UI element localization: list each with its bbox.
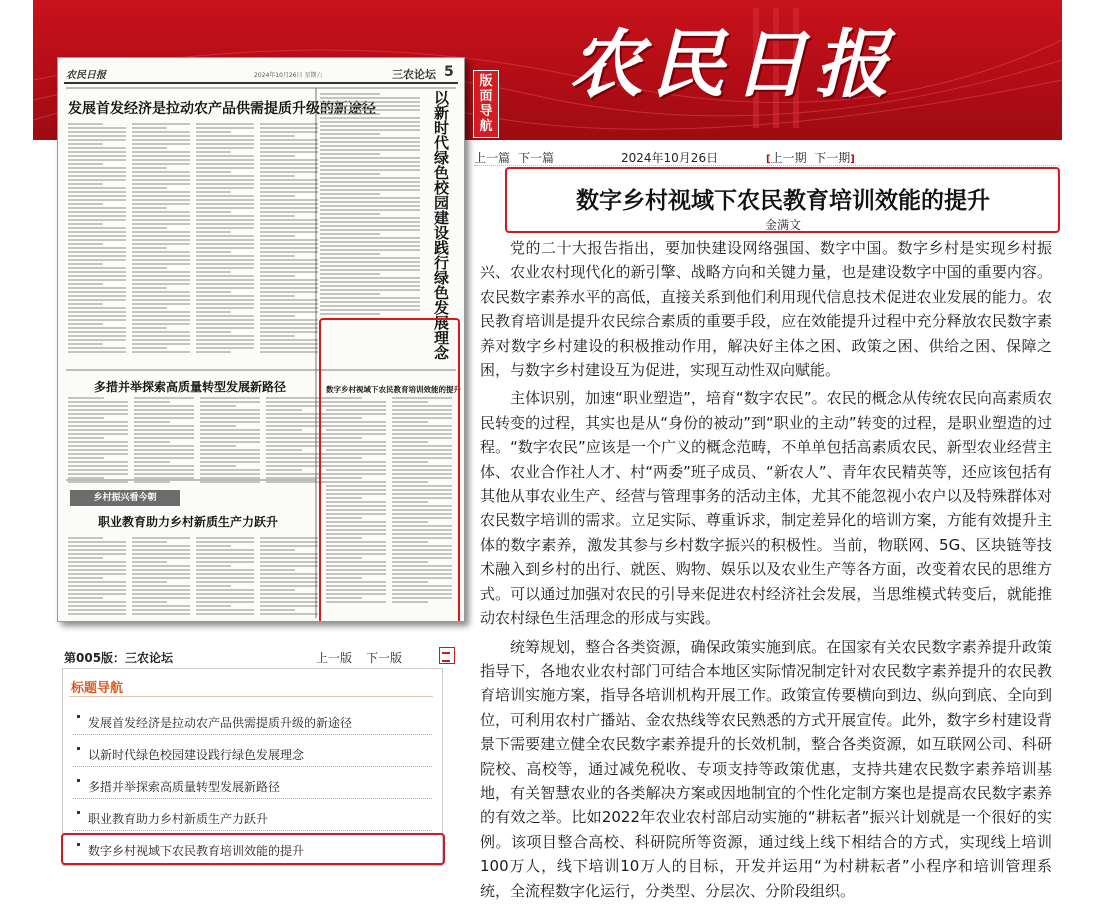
article-author: 金满文 (764, 218, 801, 232)
issue-navigation: [上一期 下一期] (766, 151, 855, 165)
divider (474, 165, 1060, 166)
list-item[interactable] (63, 735, 442, 767)
list-item-label[interactable]: 职业教育助力乡村新质生产力跃升 (88, 812, 269, 826)
list-item[interactable] (63, 767, 442, 799)
list-item[interactable] (63, 703, 442, 735)
masthead-logo: 农民日报 (569, 22, 897, 108)
next-issue-link[interactable]: 下一期 (814, 151, 851, 165)
list-item-label[interactable]: 多措并举探索高质量转型发展新路径 (88, 780, 281, 794)
prev-issue-link[interactable]: 上一期 (770, 151, 807, 165)
list-item[interactable] (63, 799, 442, 831)
thumbnail-headline-mid[interactable]: 多措并举探索高质量转型发展新路径 (94, 380, 287, 394)
page-navigation (316, 649, 416, 666)
bullet-icon (77, 779, 80, 782)
thumbnail-article-highlight (319, 318, 460, 622)
prev-page-link[interactable]: 上一版 (316, 651, 353, 665)
bullet-icon (77, 715, 80, 718)
prev-article-link[interactable]: 上一篇 (474, 151, 511, 165)
list-item-label[interactable]: 以新时代绿色校园建设践行绿色发展理念 (88, 748, 305, 762)
next-article-link[interactable]: 下一篇 (518, 151, 555, 165)
thumbnail-logo: 农民日报 (66, 70, 106, 81)
page-thumbnail[interactable] (57, 57, 465, 622)
article-navigation (474, 149, 562, 166)
bullet-icon (77, 811, 80, 814)
article-body (480, 236, 1052, 903)
list-item-label[interactable]: 数字乡村视域下农民教育培训效能的提升 (88, 844, 305, 858)
pdf-download-icon[interactable] (439, 647, 455, 664)
active-item-highlight (61, 833, 445, 865)
thumbnail-page-number: 5 (444, 64, 454, 80)
article-paragraph: 党的二十大报告指出，要加快建设网络强国、数字中国。数字乡村是实现乡村振兴、农业农村现代化的新引擎、战略方向和关键力量，也是建设数字中国的重要内容。农民数字素养水平的高低，直接关系到他们利用现代信息技术促进农业发展的能力。农民教育培训是提升农民综合素质的重要手段，应在效能提升过程中充分释放农民数字素养对数字乡村建设的积极推动作用，解决好主体之困、政策之困、供给之困、保障之困，与数字乡村建设互为促进，实现互动性双向赋能。 (480, 239, 1052, 380)
bullet-icon (77, 747, 80, 750)
article-title: 数字乡村视域下农民教育培训效能的提升 (576, 188, 990, 214)
thumbnail-headline-main[interactable]: 发展首发经济是拉动农产品供需提质升级的新途径 (68, 101, 376, 117)
thumbnail-meta: 2024年10月26日 星期六 (254, 72, 323, 79)
page-label: 第005版：三农论坛 (64, 651, 174, 665)
title-navigation-heading: 标题导航 (71, 681, 124, 696)
thumbnail-stamp: 乡村振兴看今朝 (70, 490, 180, 506)
thumbnail-headline-low[interactable]: 职业教育助力乡村新质生产力跃升 (98, 515, 279, 529)
article-paragraph: 主体识别，加速“职业塑造”，培育“数字农民”。农民的概念从传统农民向高素质农民转变的过程，其实也是从“身份的被动”到“职业的主动”转变的过程，是职业塑造的过程。“数字农民”应该是一个广义的概念范畴，不单单包括高素质农民、新型农业经营主体、农业合作社人才、村“两委”班子成员、“新农人”、青年农民精英等，还应该包括有其他从事农业生产、经营与管理事务的活动主体，尤其不能忽视小农户以及特殊群体对农民数字培训的需求。立足实际、尊重诉求，制定差异化的培训方案，方能有效提升主体的数字素养，激发其参与乡村数字振兴的积极性。当前，物联网、5G、区块链等技术融入到乡村的出行、就医、购物、娱乐以及农业生产等各方面，改变着农民的思维方式。可以通过加强对农民的引导来促进农村经济社会发展，当思维模式转变后，就能推动农村绿色生活理念的形成与实践。 (480, 389, 1052, 628)
article-date: 2024年10月26日 (621, 151, 719, 165)
list-item-label[interactable]: 发展首发经济是拉动农产品供需提质升级的新途径 (88, 716, 353, 730)
article-paragraph: 统筹规划，整合各类资源，确保政策实施到底。在国家有关农民数字素养提升政策指导下，各地农业农村部门可结合本地区实际情况制定针对农民数字素养提升的农民教育培训实施方案，指导各培训机构开展工作。政策宣传要横向到边、纵向到底、全向到位，可利用农村广播站、金农热线等农民熟悉的方式开展宣传。此外，数字乡村建设背景下需要建立健全农民数字素养提升的长效机制，整合各类资源，如互联网公司、科研院校、高校等，通过减免税收、专项支持等政策优惠，支持共建农民数字素养培训基地，有关智慧农业的各类解决方案或因地制宜的个性化定制方案也是提高农民数字素养的有效之举。比如2022年农业农村部启动实施的“耕耘者”振兴计划就是一个很好的实例。该项目整合高校、科研院所等资源，通过线上线下相结合的方式，实现线上培训100万人，线下培训10万人的目标，开发并运用“为村耕耘者”小程序和培训管理系统，全流程数字化运行，分类型、分层次、分阶段组织。 (480, 637, 1052, 900)
section-nav-tag: 版面导航 (473, 70, 499, 138)
next-page-link[interactable]: 下一版 (366, 651, 403, 665)
thumbnail-headline-vertical[interactable]: 以新时代绿色校园建设践行绿色发展理念 (432, 90, 450, 360)
thumbnail-headline-box[interactable]: 数字乡村视域下农民教育培训效能的提升 (326, 385, 461, 394)
heading-divider (69, 696, 433, 697)
thumbnail-section: 三农论坛 (392, 68, 436, 81)
